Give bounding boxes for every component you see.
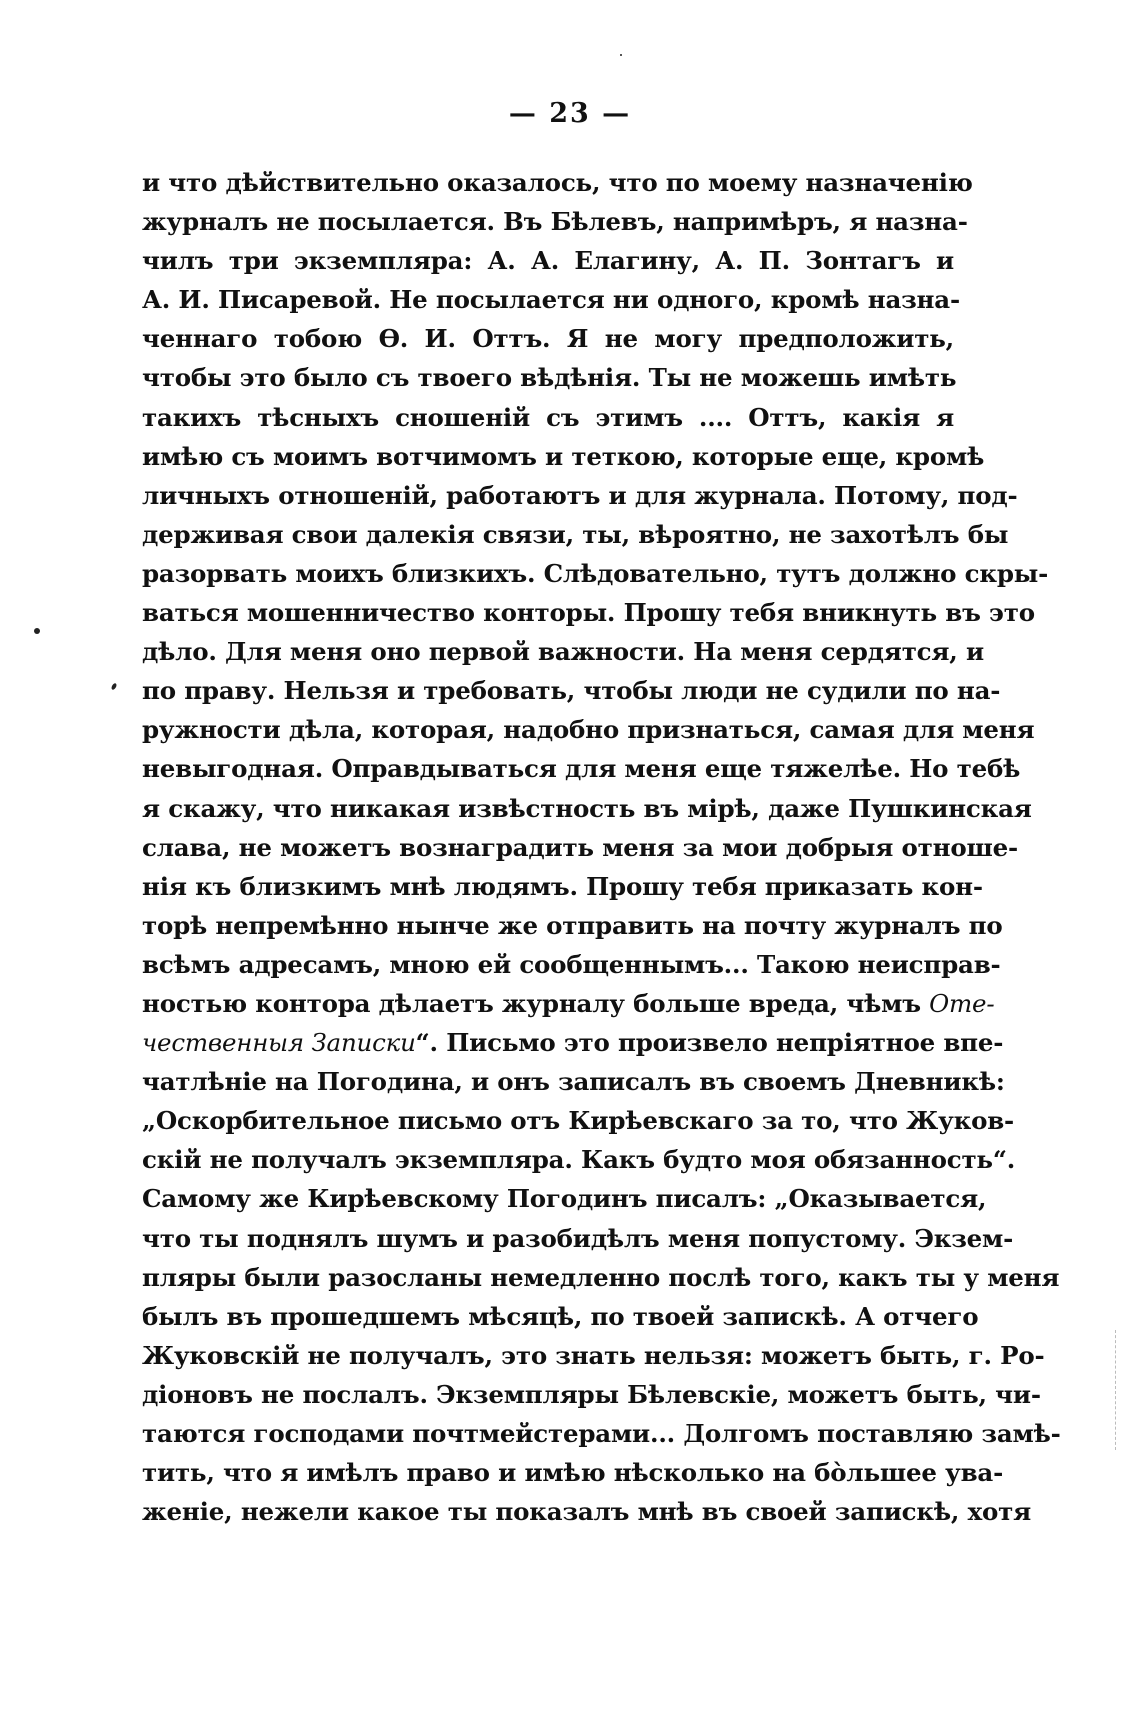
scan-speck — [34, 628, 40, 634]
text-line: невыгодная. Оправдываться для меня еще тяжелѣе. Но тебѣ — [142, 754, 1021, 784]
scan-speck — [620, 54, 622, 56]
text-line: чтобы это было съ твоего вѣдѣнія. Ты не можешь имѣть — [142, 363, 957, 393]
text-line: скій не получалъ экземпляра. Какъ будто моя обязанность“. — [142, 1145, 1016, 1175]
text-line: по праву. Нельзя и требовать, чтобы люди не судили по на- — [142, 676, 1001, 706]
text-line: торѣ непремѣнно нынче же отправить на почту журналъ по — [142, 910, 1003, 940]
text-line: женіе, нежели какое ты показалъ мнѣ въ своей запискѣ, хотя — [142, 1497, 1032, 1527]
text-line: я скажу, что никакая извѣстность въ мірѣ, даже Пушкинская — [142, 793, 1032, 823]
text-line — [142, 1023, 1004, 1062]
text-line: таются господами почтмейстерами... Долгомъ поставляю замѣ- — [142, 1419, 1061, 1448]
text-line: личныхъ отношеній, работаютъ и для журнала. Потому, под- — [142, 480, 1018, 510]
text-line: тить, что я имѣлъ право и имѣю нѣсколько на бо̀льшее ува- — [142, 1458, 1004, 1488]
text-line: пляры были разосланы немедленно послѣ того, какъ ты у меня — [142, 1262, 1060, 1292]
text-line: журналъ не посылается. Въ Бѣлевъ, напримѣръ, я назна- — [142, 207, 968, 237]
body-text — [142, 163, 1061, 1531]
text-line: діоновъ не послалъ. Экземпляры Бѣлевскіе, можетъ быть, чи- — [142, 1379, 1041, 1409]
text-line: А. И. Писаревой. Не посылается ни одного, кромѣ назна- — [142, 285, 960, 315]
text-line — [142, 984, 995, 1023]
text-line: „Оскорбительное письмо отъ Кирѣевскаго за то, что Жуков- — [142, 1106, 1014, 1136]
text-line: дѣло. Для меня оно первой важности. На меня сердятся, и — [142, 637, 984, 667]
text-line: нія къ близкимъ мнѣ людямъ. Прошу тебя приказать кон- — [142, 871, 983, 901]
page-number: — 23 — — [508, 98, 632, 129]
text-line: ваться мошенничество конторы. Прошу тебя вникнуть въ это — [142, 598, 1035, 628]
text-line: имѣю съ моимъ вотчимомъ и теткою, которые еще, кромѣ — [142, 441, 985, 471]
text-line: ченнаго тобою Ѳ. И. Оттъ. Я не могу предположить, — [142, 324, 954, 354]
text-line: такихъ тѣсныхъ сношеній съ этимъ .... Оттъ, какія я — [142, 402, 954, 432]
text-line: что ты поднялъ шумъ и разобидѣлъ меня попустому. Экзем- — [142, 1223, 1014, 1253]
scan-edge-mark — [1114, 1330, 1116, 1450]
text-line: Самому же Кирѣевскому Погодинъ писалъ: „Оказывается, — [142, 1184, 987, 1214]
text-line: былъ въ прошедшемъ мѣсяцѣ, по твоей запискѣ. А отчего — [142, 1301, 979, 1331]
italic-title-segment: чественныя Записки — [142, 1028, 416, 1058]
text-line: держивая свои далекія связи, ты, вѣроятно, не захотѣлъ бы — [142, 519, 1009, 549]
text-line: разорвать моихъ близкихъ. Слѣдовательно, тутъ должно скры- — [142, 558, 1049, 588]
text-line: всѣмъ адресамъ, мною ей сообщеннымъ... Такою неисправ- — [142, 949, 1001, 979]
text-line: слава, не можетъ вознаградить меня за мои добрыя отноше- — [142, 832, 1019, 862]
text-segment: “. Письмо это произвело непріятное впе- — [415, 1028, 1004, 1058]
text-line: и что дѣйствительно оказалось, что по моему назначенію — [142, 168, 973, 197]
text-line: чилъ три экземпляра: А. А. Елагину, А. П. Зонтагъ и — [142, 246, 954, 276]
text-line: Жуковскій не получалъ, это знать нельзя: можетъ быть, г. Ро- — [142, 1340, 1045, 1370]
scan-speck — [111, 682, 118, 690]
text-segment: ностью контора дѣлаетъ журналу больше вреда, чѣмъ — [142, 988, 930, 1018]
text-line: чатлѣніе на Погодина, и онъ записалъ въ своемъ Дневникѣ: — [142, 1067, 1005, 1097]
text-line: ружности дѣла, которая, надобно признаться, самая для меня — [142, 715, 1035, 745]
italic-title-segment: Оте- — [929, 988, 995, 1018]
